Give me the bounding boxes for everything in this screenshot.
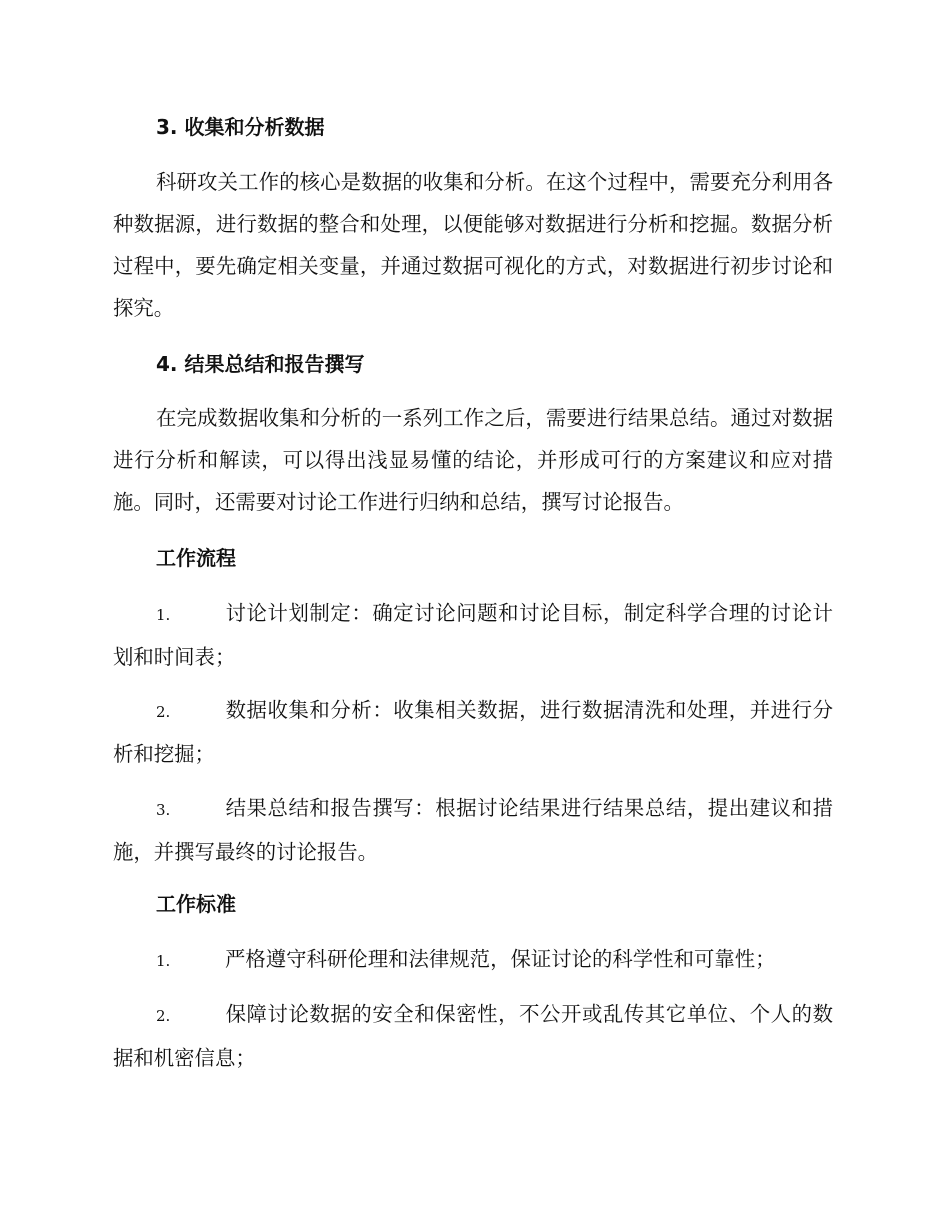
list-item-text: 数据收集和分析：收集相关数据，进行数据清洗和处理，并进行分析和挖掘； — [113, 698, 833, 766]
list-number: 2. — [156, 1007, 171, 1025]
list-item-text: 严格遵守科研伦理和法律规范，保证讨论的科学性和可靠性； — [225, 947, 776, 971]
section-3-paragraph: 科研攻关工作的核心是数据的收集和分析。在这个过程中，需要充分利用各种数据源，进行数据的整合和处理，以便能够对数据进行分析和挖掘。数据分析过程中，要先确定相关变量，并通过数据可视化的方式，对数据进行初步讨论和探究。 — [113, 170, 833, 320]
section-4-heading: 4. 结果总结和报告撰写 — [156, 352, 365, 376]
standards-item — [113, 938, 833, 982]
list-number: 3. — [156, 801, 171, 819]
list-number: 1. — [156, 606, 171, 624]
section-4-paragraph: 在完成数据收集和分析的一系列工作之后，需要进行结果总结。通过对数据进行分析和解读，可以得出浅显易懂的结论，并形成可行的方案建议和应对措施。同时，还需要对讨论工作进行归纳和总结，撰写讨论报告。 — [113, 406, 833, 514]
list-item-text: 保障讨论数据的安全和保密性，不公开或乱传其它单位、个人的数据和机密信息； — [113, 1002, 833, 1070]
standards-heading: 工作标准 — [156, 892, 236, 916]
list-number: 2. — [156, 703, 171, 721]
list-item-text: 结果总结和报告撰写：根据讨论结果进行结果总结，提出建议和措施，并撰写最终的讨论报告。 — [113, 796, 833, 864]
workflow-heading: 工作流程 — [156, 546, 236, 570]
list-item-text: 讨论计划制定：确定讨论问题和讨论目标，制定科学合理的讨论计划和时间表； — [113, 601, 833, 669]
standards-item — [113, 993, 833, 1079]
workflow-item — [113, 689, 833, 775]
section-3-heading: 3. 收集和分析数据 — [156, 115, 325, 139]
workflow-item — [113, 592, 833, 678]
list-number: 1. — [156, 952, 171, 970]
workflow-item — [113, 787, 833, 873]
